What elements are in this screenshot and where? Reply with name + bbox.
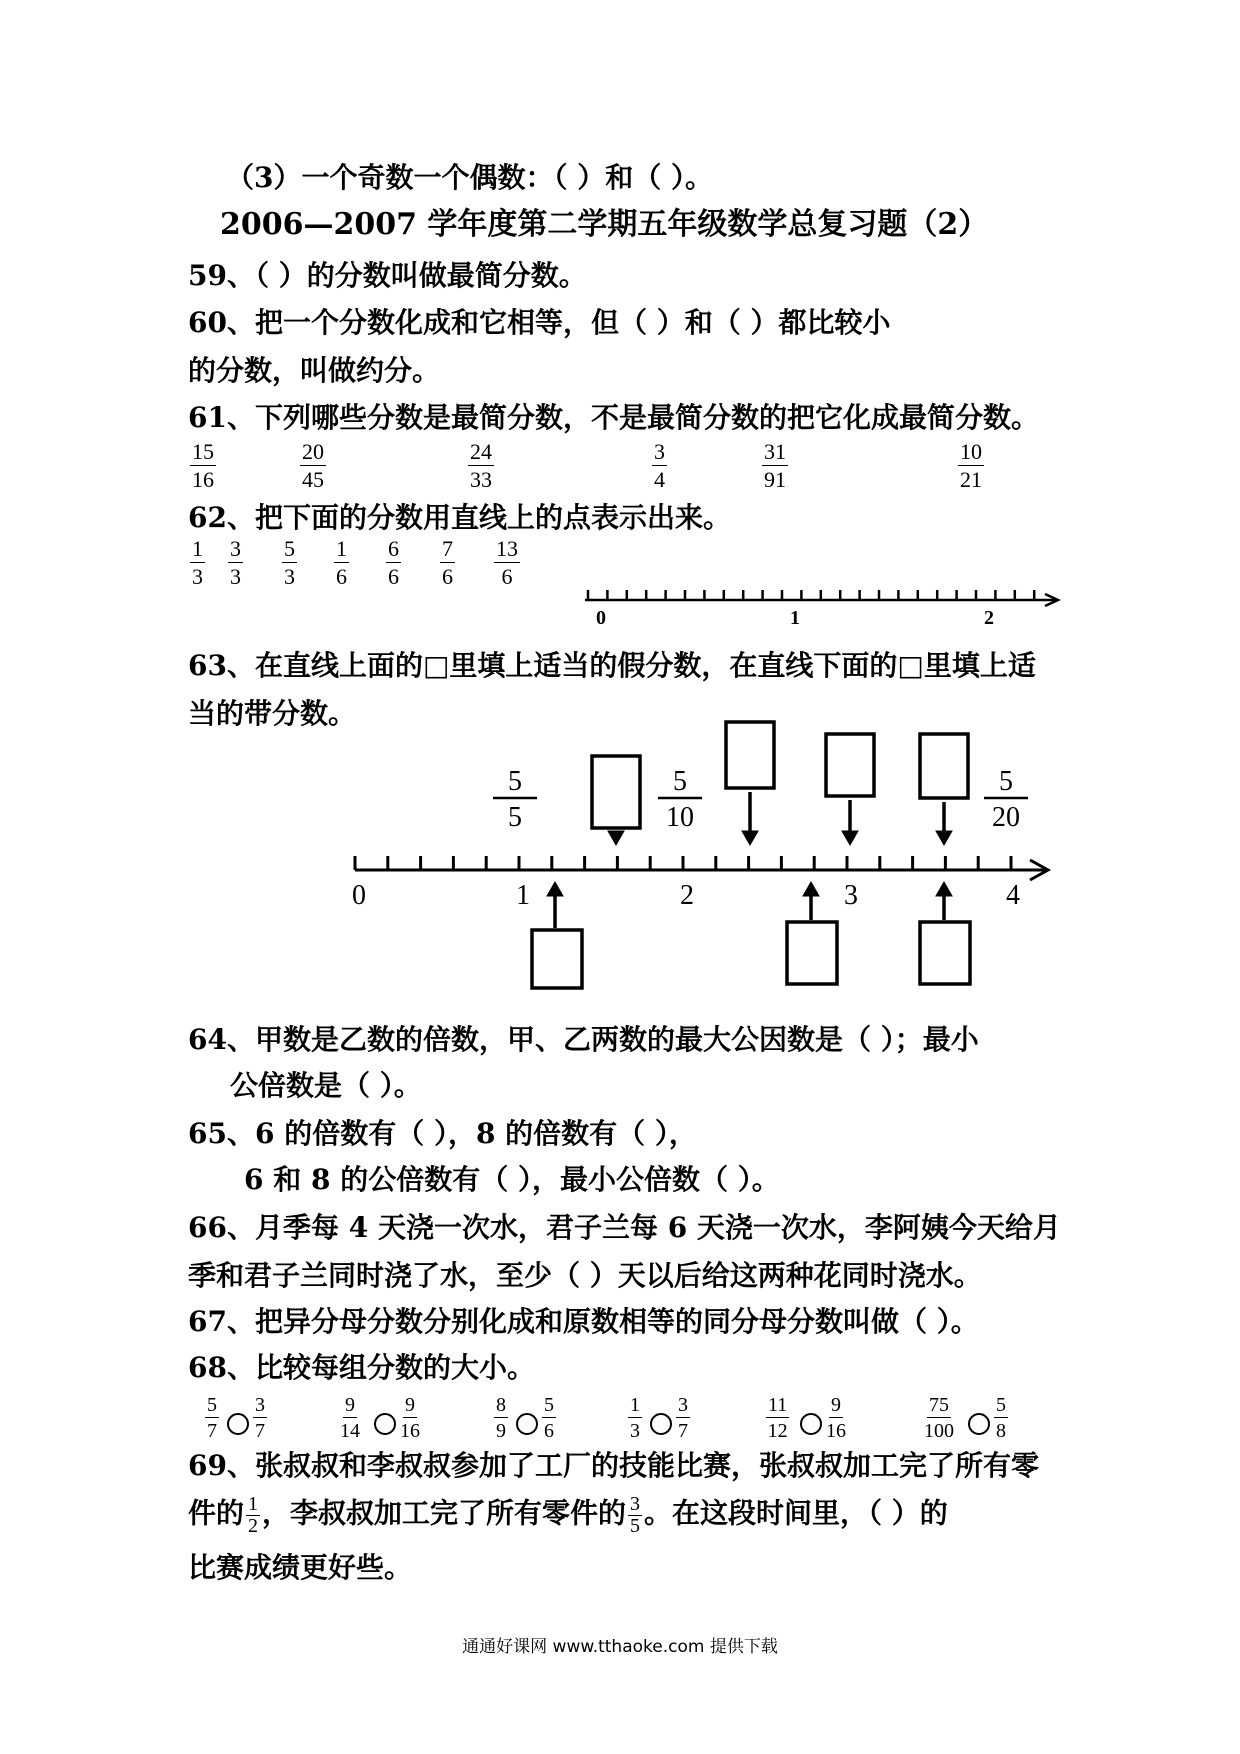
down-arrowhead	[936, 831, 952, 845]
q69-fraction: $\frac{1}{2}$	[248, 1493, 259, 1537]
question-64-line1: 64、甲数是乙数的倍数，甲、乙两数的最大公因数是（ ）；最小	[188, 1023, 979, 1056]
q68-right-fraction: $\frac{9}{16}$	[400, 1394, 420, 1442]
axis-tick-label: 2	[680, 880, 694, 911]
question-63-line2: 当的带分数。	[188, 697, 357, 730]
q69-text-part: ，李叔叔加工完了所有零件的	[262, 1496, 627, 1530]
question-60-line1: 60、把一个分数化成和它相等，但（ ）和（ ）都比较小	[188, 306, 891, 339]
q61-fraction: $\frac{10}{21}$	[960, 439, 982, 492]
down-arrowhead	[608, 831, 624, 845]
q61-fraction: $\frac{15}{16}$	[192, 439, 214, 492]
q61-fraction: $\frac{24}{33}$	[470, 439, 492, 492]
q68-right-fraction: $\frac{5}{8}$	[996, 1394, 1006, 1442]
fraction-denominator: 5	[508, 802, 522, 833]
q69-fraction: $\frac{3}{5}$	[630, 1493, 641, 1537]
comparison-circle[interactable]	[227, 1413, 249, 1435]
q62-fraction: $\frac{13}{6}$	[496, 536, 518, 589]
q68-left-fraction: $\frac{1}{3}$	[630, 1394, 640, 1442]
q58-item-3: （3）一个奇数一个偶数：（ ）和（ ）。	[226, 161, 713, 194]
question-64-line2: 公倍数是（ ）。	[230, 1069, 422, 1102]
question-67: 67、把异分母分数分别化成和原数相等的同分母分数叫做（ ）。	[188, 1305, 979, 1338]
axis-tick-label: 4	[1006, 880, 1020, 911]
q68-right-fraction: $\frac{5}{6}$	[544, 1394, 554, 1442]
down-arrowhead	[742, 831, 758, 845]
q62-fraction: $\frac{1}{3}$	[192, 536, 203, 589]
question-69-line1: 69、张叔叔和李叔叔参加了工厂的技能比赛，张叔叔加工完了所有零	[188, 1449, 1039, 1482]
comparison-circle[interactable]	[516, 1413, 538, 1435]
question-69-line3: 比赛成绩更好些。	[188, 1551, 413, 1584]
axis-tick-label: 1	[516, 880, 530, 911]
q62-fraction: $\frac{1}{6}$	[336, 536, 347, 589]
down-arrowhead	[842, 831, 858, 845]
q61-fraction: $\frac{31}{91}$	[764, 439, 786, 492]
q69-text-part: 。在这段时间里，（ ）的	[644, 1496, 948, 1530]
answer-box-below	[787, 922, 837, 984]
axis-tick-label: 3	[844, 880, 858, 911]
q61-fraction: $\frac{20}{45}$	[302, 439, 324, 492]
question-60-line2: 的分数，叫做约分。	[188, 354, 441, 387]
question-66-line1: 66、月季每 4 天浇一次水，君子兰每 6 天浇一次水，李阿姨今天给月	[188, 1211, 1061, 1244]
q68-right-fraction: $\frac{3}{7}$	[255, 1394, 265, 1442]
q68-left-fraction: $\frac{11}{12}$	[767, 1394, 788, 1442]
up-arrowhead	[803, 882, 819, 896]
answer-box-above	[592, 756, 640, 828]
answer-box-below	[920, 922, 970, 984]
up-arrowhead	[936, 882, 952, 896]
q62-fraction: $\frac{7}{6}$	[442, 536, 453, 589]
q68-left-fraction: $\frac{9}{14}$	[340, 1394, 360, 1442]
q62-fraction: $\frac{3}{3}$	[230, 536, 241, 589]
comparison-circle[interactable]	[374, 1413, 396, 1435]
q62-fraction: $\frac{5}{3}$	[284, 536, 295, 589]
fraction-denominator: 10	[666, 802, 694, 833]
axis-tick-label: 0	[352, 880, 366, 911]
comparison-circle[interactable]	[800, 1413, 822, 1435]
fraction-denominator: 20	[992, 802, 1020, 833]
question-61: 61、下列哪些分数是最简分数，不是最简分数的把它化成最简分数。	[188, 401, 1039, 434]
answer-box-below	[532, 930, 582, 988]
q68-left-fraction: $\frac{5}{7}$	[207, 1394, 217, 1442]
answer-box-above	[920, 734, 968, 798]
question-65-line1: 65、6 的倍数有（ ），8 的倍数有（ ），	[188, 1117, 697, 1150]
page-footer: 通通好课网 www.tthaoke.com 提供下载	[462, 1637, 778, 1657]
fraction-numerator: 5	[999, 766, 1013, 797]
question-66-line2: 季和君子兰同时浇了水，至少（ ）天以后给这两种花同时浇水。	[188, 1259, 982, 1292]
answer-box-above	[726, 722, 774, 788]
question-68: 68、比较每组分数的大小。	[188, 1351, 535, 1384]
page-title: 2006—2007 学年度第二学期五年级数学总复习题（2）	[220, 207, 989, 242]
comparison-circle[interactable]	[968, 1413, 990, 1435]
answer-box-above	[826, 734, 874, 796]
q61-fraction: $\frac{3}{4}$	[654, 439, 665, 492]
q68-right-fraction: $\frac{3}{7}$	[678, 1394, 688, 1442]
question-62: 62、把下面的分数用直线上的点表示出来。	[188, 501, 731, 534]
q68-right-fraction: $\frac{9}{16}$	[826, 1394, 846, 1442]
axis-tick-label: 1	[790, 607, 800, 629]
question-69-line2	[188, 1494, 948, 1536]
question-59: 59、（ ）的分数叫做最简分数。	[188, 259, 587, 292]
comparison-circle[interactable]	[650, 1413, 672, 1435]
up-arrowhead	[547, 882, 563, 896]
question-63-line1: 63、在直线上面的□里填上适当的假分数，在直线下面的□里填上适	[188, 649, 1036, 682]
q62-fraction: $\frac{6}{6}$	[388, 536, 399, 589]
fraction-numerator: 5	[673, 766, 687, 797]
axis-tick-label: 0	[596, 607, 606, 629]
q68-left-fraction: $\frac{75}{100}$	[924, 1394, 954, 1442]
question-65-line2: 6 和 8 的公倍数有（ ），最小公倍数（ ）。	[244, 1163, 780, 1196]
fraction-numerator: 5	[508, 766, 522, 797]
q68-left-fraction: $\frac{8}{9}$	[496, 1394, 506, 1442]
axis-tick-label: 2	[984, 607, 994, 629]
q69-text-part: 件的	[188, 1496, 245, 1530]
